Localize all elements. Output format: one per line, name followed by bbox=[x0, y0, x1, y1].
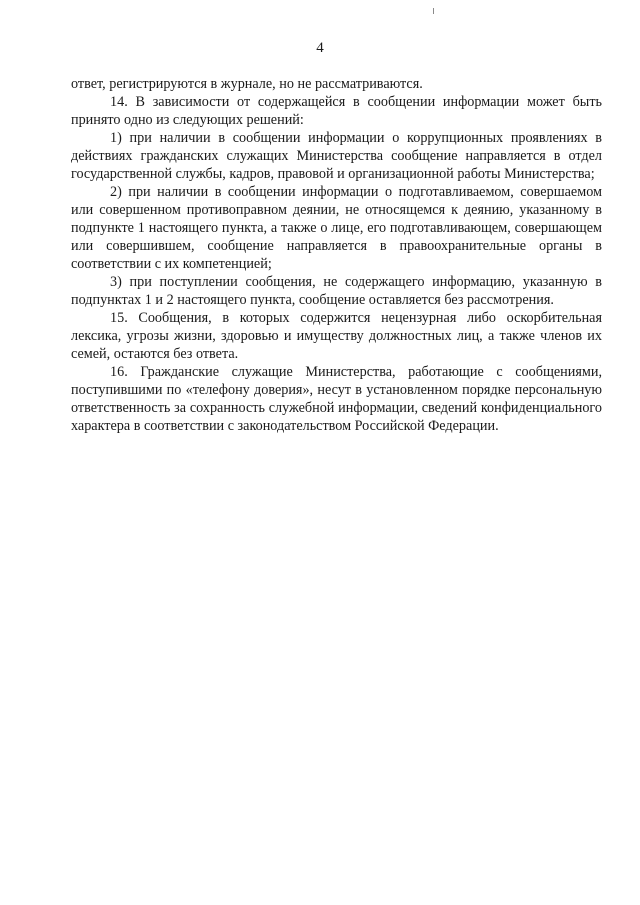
paragraph-subitem-2: 2) при наличии в сообщении информации о подготавливаемом, совершаемом или совершенном противоправном деянии, не относящемся к деянию, указанному в подпункте 1 настоящего пункта, а также о лице, его подготавливающем, совершающем или совершившем, сообщение направляется в правоохранительные органы в соответствии с их компетенцией; bbox=[71, 184, 602, 272]
paragraph-item-15: 15. Сообщения, в которых содержится нецензурная либо оскорбительная лексика, угрозы жизни, здоровью и имуществу должностных лиц, а также членов их семей, остаются без ответа. bbox=[71, 310, 602, 362]
scan-artifact-mark bbox=[433, 8, 434, 14]
paragraph-continuation: ответ, регистрируются в журнале, но не рассматриваются. bbox=[71, 76, 423, 92]
page-number: 4 bbox=[316, 40, 324, 56]
document-body bbox=[71, 75, 602, 435]
paragraph-subitem-3: 3) при поступлении сообщения, не содержащего информацию, указанную в подпунктах 1 и 2 настоящего пункта, сообщение оставляется без рассмотрения. bbox=[71, 274, 602, 308]
paragraph-item-14: 14. В зависимости от содержащейся в сообщении информации может быть принято одно из следующих решений: bbox=[71, 94, 602, 128]
paragraph-subitem-1: 1) при наличии в сообщении информации о коррупционных проявлениях в действиях гражданских служащих Министерства сообщение направляется в отдел государственной службы, кадров, правовой и организационной работы Министерства; bbox=[71, 130, 602, 182]
paragraph-item-16: 16. Гражданские служащие Министерства, работающие с сообщениями, поступившими по «телефону доверия», несут в установленном порядке персональную ответственность за сохранность служебной информации, сведений конфиденциального характера в соответствии с законодательством Российской Федерации. bbox=[71, 364, 602, 434]
